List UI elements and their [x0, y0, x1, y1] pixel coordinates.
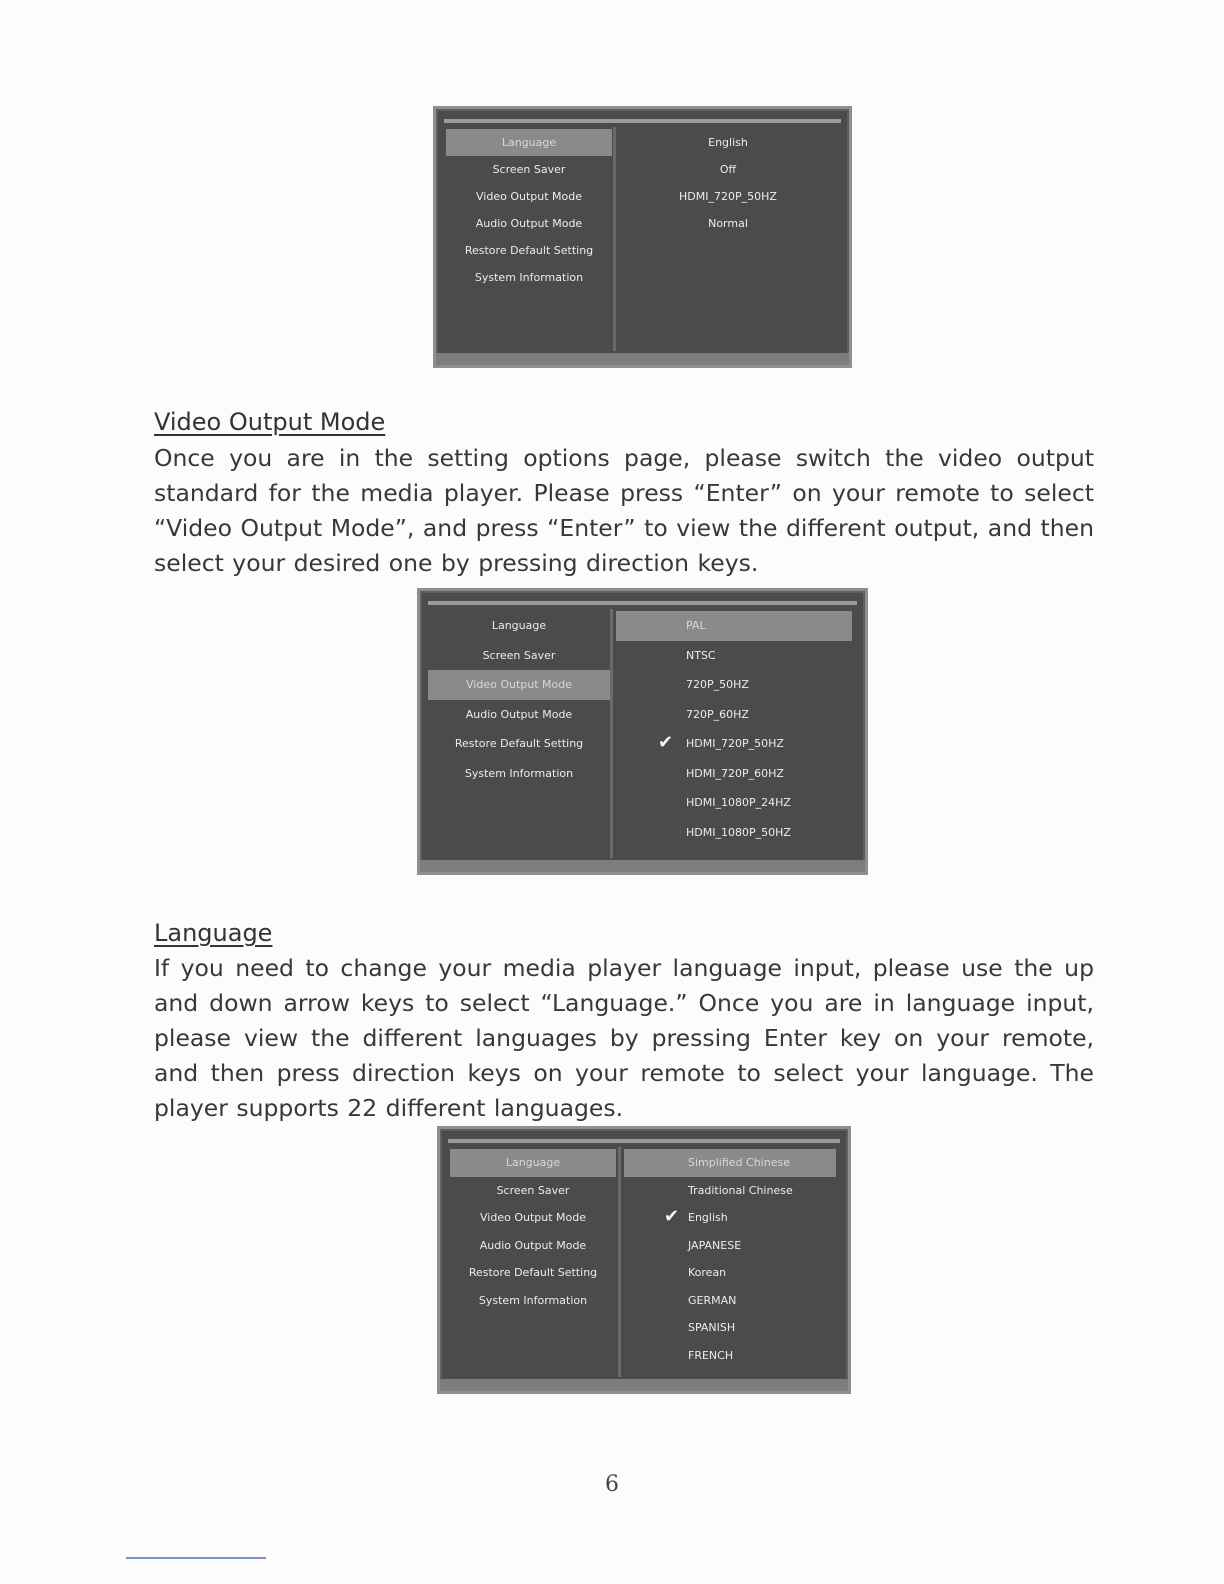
menu-item-restore-default[interactable]: Restore Default Setting [454, 737, 584, 750]
screen-bottom-bar [420, 860, 865, 872]
settings-menu [450, 1149, 616, 1314]
option-label: Traditional Chinese [688, 1183, 793, 1197]
value-audio-output-mode: Normal [708, 217, 748, 230]
screen-divider [613, 127, 616, 351]
menu-item-audio-output-mode[interactable]: Audio Output Mode [475, 217, 583, 230]
menu-item-system-information[interactable]: System Information [478, 1293, 588, 1307]
option-hdmi-720p-50hz[interactable] [616, 729, 852, 759]
option-hdmi-1080p-24hz[interactable] [616, 788, 852, 818]
option-german[interactable] [624, 1287, 836, 1315]
option-720p-60hz[interactable] [616, 700, 852, 730]
option-spanish[interactable] [624, 1314, 836, 1342]
language-screenshot [437, 1126, 851, 1394]
screen-top-bar [428, 601, 857, 605]
page-number: 6 [605, 1472, 619, 1497]
option-hdmi-1080p-50hz[interactable] [616, 818, 852, 848]
option-label: Korean [688, 1266, 727, 1279]
menu-item-video-output-mode[interactable]: Video Output Mode [480, 1211, 586, 1224]
menu-item-audio-output-mode[interactable]: Audio Output Mode [465, 707, 573, 721]
option-label: JAPANESE [688, 1238, 742, 1252]
language-options [624, 1149, 836, 1369]
option-simplified-chinese[interactable] [624, 1149, 836, 1177]
option-korean[interactable] [624, 1259, 836, 1287]
option-label: SPANISH [688, 1321, 736, 1334]
menu-item-restore-default[interactable]: Restore Default Setting [468, 1266, 598, 1279]
screen-bottom-bar [436, 353, 849, 365]
settings-menu [428, 611, 610, 788]
option-ntsc[interactable] [616, 641, 852, 671]
menu-item-screen-saver[interactable]: Screen Saver [496, 1183, 570, 1197]
option-720p-50hz[interactable] [616, 670, 852, 700]
option-label: HDMI_1080P_50HZ [686, 825, 791, 839]
menu-item-video-output-mode[interactable]: Video Output Mode [476, 190, 582, 203]
option-label: HDMI_720P_50HZ [686, 737, 784, 750]
menu-item-language[interactable]: Language [450, 1149, 616, 1177]
option-label: HDMI_720P_60HZ [686, 766, 784, 780]
settings-screenshot-main [433, 106, 852, 368]
menu-item-restore-default[interactable]: Restore Default Setting [464, 244, 594, 257]
section-body-language: If you need to change your media player language input, please use the up and down arrow keys to select “Language.” Once you are in language input, please view the different languages by pressing Enter key on your remote, and then press direction keys on your remote to select your language. The player supports 22 different languages. [154, 954, 1094, 1122]
menu-item-language[interactable]: Language [491, 619, 547, 632]
section-title-video-output-mode: Video Output Mode [154, 408, 386, 436]
screen-bottom-bar [440, 1379, 848, 1391]
screen-top-bar [444, 119, 841, 123]
option-hdmi-720p-60hz[interactable] [616, 759, 852, 789]
option-label: GERMAN [688, 1293, 737, 1307]
menu-item-language[interactable]: Language [446, 129, 612, 156]
option-label: FRENCH [688, 1348, 734, 1362]
option-label: 720P_60HZ [686, 707, 749, 721]
value-video-output-mode: HDMI_720P_50HZ [679, 190, 777, 203]
screen-divider [618, 1147, 621, 1377]
screen-divider [610, 609, 613, 858]
menu-item-system-information[interactable]: System Information [464, 766, 574, 780]
option-label: 720P_50HZ [686, 678, 749, 691]
option-english[interactable] [624, 1204, 836, 1232]
section-body-video-output-mode: Once you are in the setting options page, please switch the video output standard for the media player. Please press “Enter” on your remote to select “Video Output Mode”, and press “Enter” to view the different output, and then select your desired one by pressing direction keys. [154, 444, 1094, 577]
screen-top-bar [448, 1139, 840, 1143]
option-french[interactable] [624, 1342, 836, 1370]
option-japanese[interactable] [624, 1232, 836, 1260]
video-output-screenshot [417, 588, 868, 875]
menu-item-screen-saver[interactable]: Screen Saver [492, 163, 566, 176]
option-label: Simplified Chinese [688, 1156, 790, 1169]
option-traditional-chinese[interactable] [624, 1177, 836, 1205]
footer-rule [126, 1557, 266, 1559]
option-label: NTSC [686, 648, 716, 662]
menu-item-video-output-mode[interactable]: Video Output Mode [428, 670, 610, 700]
video-output-options [616, 611, 852, 847]
menu-item-audio-output-mode[interactable]: Audio Output Mode [479, 1238, 587, 1252]
option-pal[interactable] [616, 611, 852, 641]
option-label: HDMI_1080P_24HZ [686, 796, 791, 809]
section-title-language: Language [154, 919, 273, 947]
option-label: PAL [686, 619, 706, 632]
settings-menu [446, 129, 612, 291]
check-icon: ✔ [664, 1206, 680, 1227]
menu-item-system-information[interactable]: System Information [474, 271, 584, 284]
value-language: English [708, 136, 748, 149]
settings-values [618, 129, 838, 237]
check-icon: ✔ [658, 732, 674, 753]
option-label: English [688, 1211, 728, 1224]
value-screen-saver: Off [719, 163, 737, 176]
menu-item-screen-saver[interactable]: Screen Saver [482, 648, 556, 662]
